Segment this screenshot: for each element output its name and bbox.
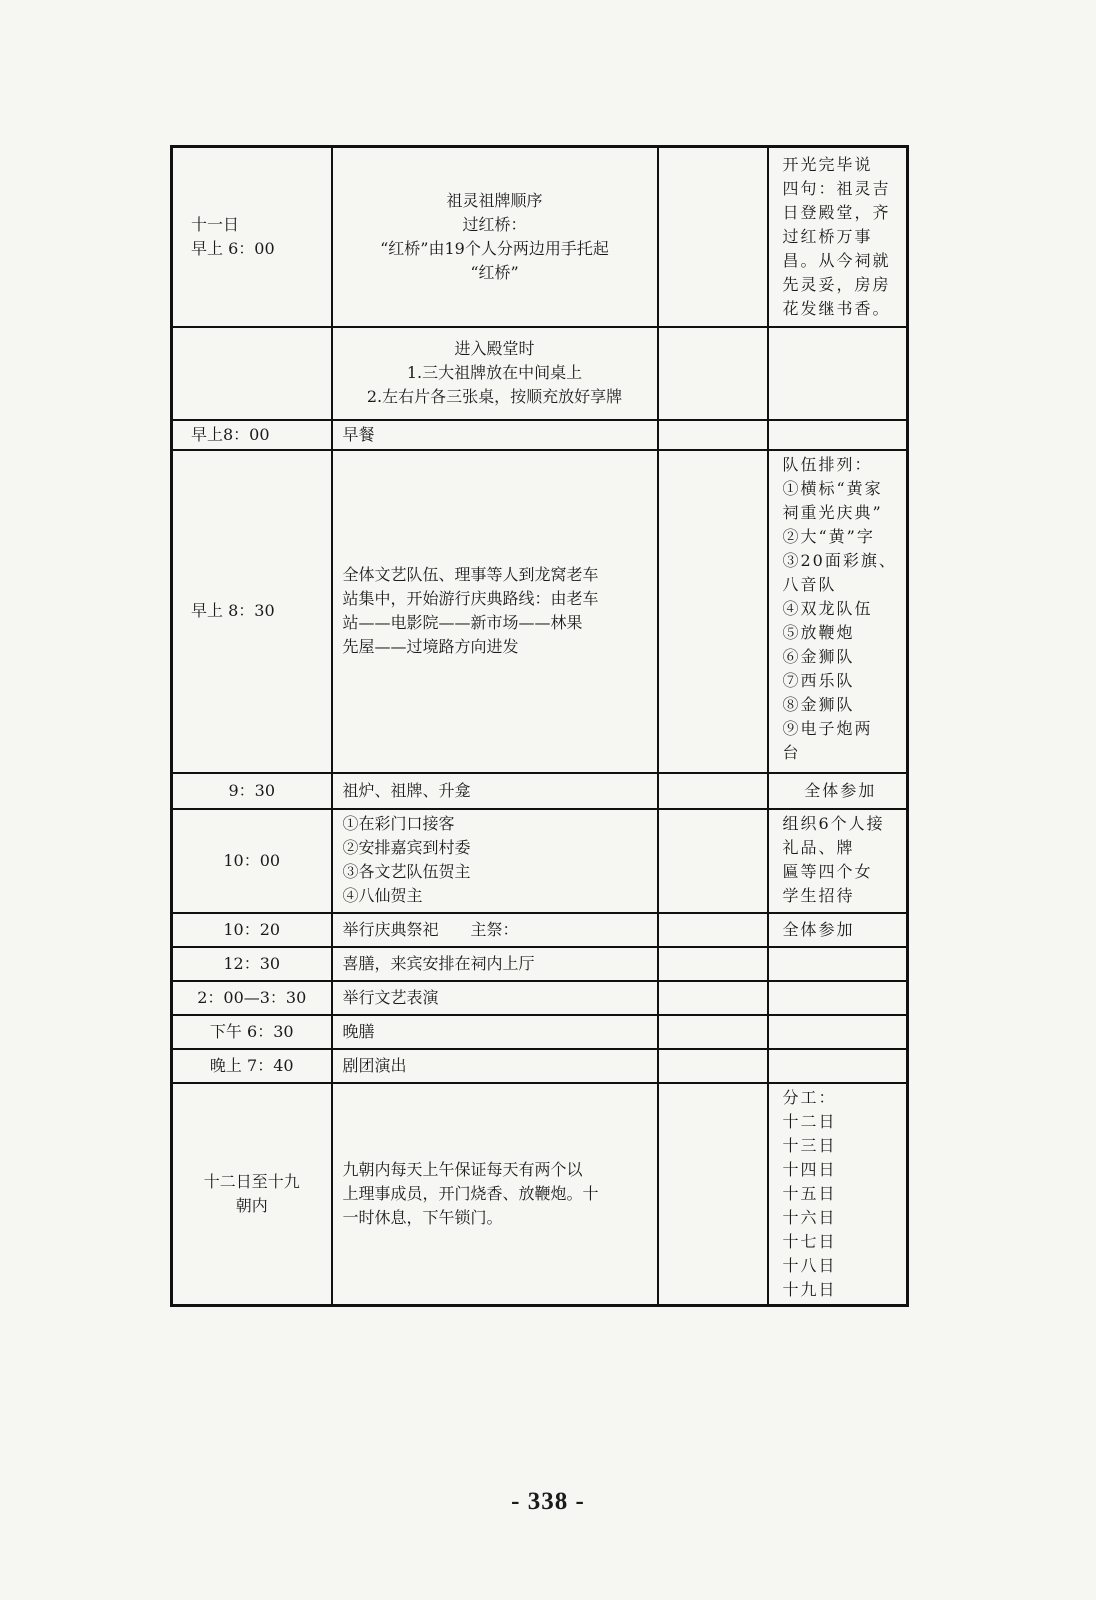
- cell-line: 朝内: [235, 1195, 268, 1215]
- cell-line: “红桥”: [470, 262, 519, 282]
- time-cell: [172, 981, 332, 1015]
- cell-line: 祖灵祖牌顺序: [446, 190, 543, 210]
- time-cell: [172, 1015, 332, 1049]
- cell-line: 昌。从今祠就: [782, 250, 891, 270]
- table-row: [172, 450, 908, 773]
- blank-cell: [658, 947, 768, 981]
- cell-line: ②安排嘉宾到村委: [342, 837, 471, 857]
- cell-line: 喜膳，来宾安排在祠内上厅: [342, 953, 535, 973]
- blank-cell: [658, 773, 768, 809]
- schedule-table: [170, 145, 909, 1307]
- cell-line: 十五日: [782, 1183, 837, 1203]
- cell-line: ③20面彩旗、: [782, 550, 897, 570]
- cell-line: 台: [782, 742, 801, 762]
- blank-cell: [658, 913, 768, 947]
- cell-line: ⑤放鞭炮: [782, 622, 855, 642]
- content-cell: [332, 1015, 658, 1049]
- blank-cell: [658, 809, 768, 913]
- cell-line: 十二日: [782, 1111, 837, 1131]
- cell-line: 过红桥：: [462, 214, 527, 234]
- note-cell: [768, 913, 908, 947]
- content-cell: [332, 981, 658, 1015]
- cell-line: 匾等四个女: [782, 861, 873, 881]
- note-cell: [768, 1083, 908, 1306]
- cell-line: 一时休息，下午锁门。: [342, 1207, 503, 1227]
- cell-line: 祠重光庆典”: [782, 502, 883, 522]
- note-cell: [768, 147, 908, 327]
- cell-line: 9：30: [228, 780, 276, 800]
- cell-line: 2.左右片各三张桌，按顺充放好享牌: [366, 387, 623, 406]
- table-row: [172, 1015, 908, 1049]
- table-row: [172, 773, 908, 809]
- content-cell: [332, 450, 658, 773]
- cell-line: 十三日: [782, 1135, 837, 1155]
- cell-line: 八音队: [782, 574, 837, 594]
- table-row: [172, 1049, 908, 1083]
- blank-cell: [658, 1083, 768, 1306]
- cell-line: 12：30: [223, 953, 281, 973]
- table-row: [172, 147, 908, 327]
- cell-line: 十一日: [191, 214, 240, 234]
- cell-line: 全体参加: [804, 780, 877, 800]
- cell-line: 日登殿堂，齐: [782, 202, 891, 222]
- time-cell: [172, 773, 332, 809]
- blank-cell: [658, 981, 768, 1015]
- table-row: [172, 809, 908, 913]
- cell-line: 10：00: [223, 850, 281, 870]
- cell-line: 十四日: [782, 1159, 837, 1179]
- content-cell: [332, 773, 658, 809]
- cell-line: ⑦西乐队: [782, 670, 855, 690]
- cell-line: ①在彩门口接客: [342, 813, 455, 833]
- content-cell: [332, 420, 658, 450]
- cell-line: 举行庆典祭祀 主祭：: [342, 919, 519, 939]
- cell-line: 分工：: [782, 1087, 837, 1107]
- table-row: [172, 913, 908, 947]
- blank-cell: [658, 147, 768, 327]
- cell-line: 站集中，开始游行庆典路线：由老车: [342, 589, 599, 608]
- table-row: [172, 947, 908, 981]
- cell-line: 开光完毕说: [782, 154, 873, 174]
- content-cell: [332, 809, 658, 913]
- cell-line: 先屋——过境路方向进发: [342, 637, 519, 656]
- cell-line: 花发继书香。: [782, 298, 891, 318]
- time-cell: [172, 809, 332, 913]
- cell-line: 2：00—3：30: [197, 987, 307, 1007]
- cell-line: 十八日: [782, 1255, 837, 1275]
- time-cell: [172, 1083, 332, 1306]
- cell-line: 十九日: [782, 1279, 837, 1299]
- cell-line: 学生招待: [782, 885, 855, 905]
- cell-line: ③各文艺队伍贺主: [342, 861, 471, 881]
- table-row: [172, 1083, 908, 1306]
- cell-line: 早上 6：00: [191, 238, 275, 258]
- cell-line: 组织6个人接: [782, 813, 885, 833]
- content-cell: [332, 913, 658, 947]
- note-cell: [768, 327, 908, 420]
- page-number: - 338 -: [511, 1488, 585, 1515]
- cell-line: 早上8：00: [191, 424, 270, 444]
- note-cell: [768, 809, 908, 913]
- cell-line: 九朝内每天上午保证每天有两个以: [342, 1159, 583, 1179]
- cell-line: ④双龙队伍: [782, 598, 873, 618]
- cell-line: 十二日至十九: [203, 1171, 300, 1191]
- time-cell: [172, 913, 332, 947]
- cell-line: ④八仙贺主: [342, 885, 423, 905]
- cell-line: 下午 6：30: [209, 1021, 294, 1041]
- content-cell: [332, 947, 658, 981]
- cell-line: ⑨电子炮两: [782, 718, 873, 738]
- blank-cell: [658, 1049, 768, 1083]
- time-cell: [172, 947, 332, 981]
- cell-line: ⑧金狮队: [782, 694, 855, 714]
- note-cell: [768, 1049, 908, 1083]
- cell-line: 1.三大祖牌放在中间桌上: [406, 363, 583, 382]
- cell-line: 10：20: [223, 919, 281, 939]
- time-cell: [172, 450, 332, 773]
- table-row: [172, 420, 908, 450]
- note-cell: [768, 1015, 908, 1049]
- schedule-body: [172, 147, 908, 1306]
- note-cell: [768, 450, 908, 773]
- cell-line: 先灵妥，房房: [782, 274, 891, 294]
- cell-line: ⑥金狮队: [782, 646, 855, 666]
- cell-line: 全体文艺队伍、理事等人到龙窝老车: [342, 565, 599, 584]
- cell-line: 站——电影院——新市场——林果: [342, 613, 583, 632]
- cell-line: 举行文艺表演: [342, 987, 439, 1007]
- cell-line: 队伍排列：: [782, 454, 873, 474]
- blank-cell: [658, 420, 768, 450]
- time-cell: [172, 147, 332, 327]
- cell-line: 全体参加: [782, 919, 855, 939]
- note-cell: [768, 420, 908, 450]
- content-cell: [332, 1049, 658, 1083]
- cell-line: 过红桥万事: [782, 226, 873, 246]
- cell-line: 晚膳: [342, 1021, 375, 1041]
- cell-line: 早餐: [342, 424, 375, 444]
- cell-line: 祖炉、祖牌、升龛: [342, 780, 471, 800]
- blank-cell: [658, 1015, 768, 1049]
- note-cell: [768, 947, 908, 981]
- content-cell: [332, 327, 658, 420]
- content-cell: [332, 147, 658, 327]
- cell-line: 礼品、牌: [782, 837, 855, 857]
- cell-line: 上理事成员，开门烧香、放鞭炮。十: [342, 1183, 599, 1203]
- cell-line: 进入殿堂时: [454, 339, 535, 358]
- cell-line: 晚上 7：40: [209, 1055, 294, 1075]
- cell-line: 十七日: [782, 1231, 837, 1251]
- time-cell: [172, 420, 332, 450]
- content-cell: [332, 1083, 658, 1306]
- note-cell: [768, 773, 908, 809]
- cell-line: 十六日: [782, 1207, 837, 1227]
- cell-line: “红桥”由19个人分两边用手托起: [380, 238, 609, 258]
- cell-line: ①横标“黄家: [782, 478, 883, 498]
- cell-line: ②大“黄”字: [782, 526, 875, 546]
- table-row: [172, 981, 908, 1015]
- time-cell: [172, 1049, 332, 1083]
- note-cell: [768, 981, 908, 1015]
- cell-line: 剧团演出: [342, 1055, 407, 1075]
- blank-cell: [658, 450, 768, 773]
- blank-cell: [658, 327, 768, 420]
- cell-line: 早上 8：30: [191, 601, 275, 620]
- cell-line: 四句：祖灵吉: [782, 178, 891, 198]
- time-cell: [172, 327, 332, 420]
- table-row: [172, 327, 908, 420]
